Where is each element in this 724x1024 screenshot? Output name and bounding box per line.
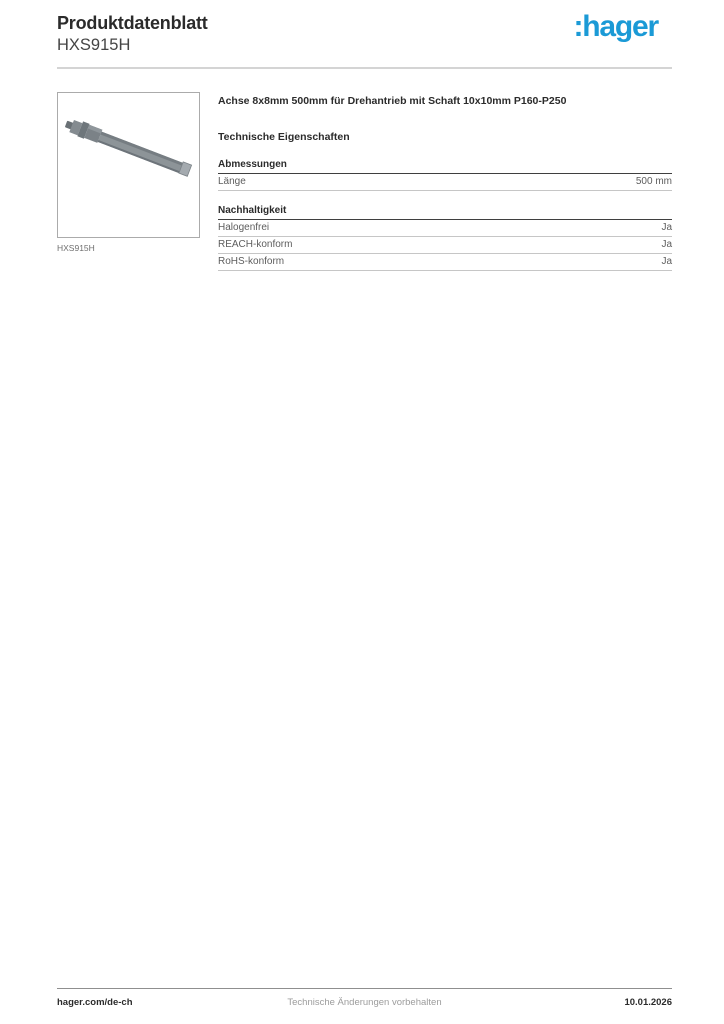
spec-label: RoHS-konform — [218, 256, 285, 268]
specs-heading: Technische Eigenschaften — [218, 131, 350, 144]
hager-logo: :hager — [573, 10, 658, 43]
spec-row — [218, 237, 672, 254]
product-image-column — [57, 92, 200, 253]
product-image — [57, 92, 200, 238]
product-code: HXS915H — [57, 35, 131, 54]
spec-label: Länge — [218, 176, 246, 188]
spec-value: Ja — [661, 256, 672, 268]
header-divider — [57, 67, 672, 69]
spec-row — [218, 220, 672, 237]
spec-row — [218, 174, 672, 191]
spec-value: Ja — [661, 239, 672, 251]
footer — [57, 997, 672, 1008]
page-title: Produktdatenblatt — [57, 13, 208, 33]
spec-value: Ja — [661, 222, 672, 234]
footer-divider — [57, 988, 672, 989]
spec-row — [218, 254, 672, 271]
footer-website-link[interactable]: hager.com/de-ch — [57, 997, 133, 1008]
section-title: Abmessungen — [218, 159, 672, 174]
product-description: Achse 8x8mm 500mm für Drehantrieb mit Schaft 10x10mm P160-P250 — [218, 95, 567, 107]
spec-label: Halogenfrei — [218, 222, 270, 234]
spec-value: 500 mm — [635, 176, 672, 188]
spec-section-sustainability — [218, 205, 672, 271]
header — [57, 13, 208, 55]
spec-label: REACH-konform — [218, 239, 293, 251]
section-title: Nachhaltigkeit — [218, 205, 672, 220]
shaft-rod-illustration — [58, 93, 199, 237]
footer-disclaimer: Technische Änderungen vorbehalten — [287, 997, 442, 1008]
spec-section-dimensions — [218, 159, 672, 191]
footer-date: 10.01.2026 — [624, 997, 672, 1008]
product-image-caption: HXS915H — [57, 243, 95, 253]
content-column — [218, 92, 672, 271]
